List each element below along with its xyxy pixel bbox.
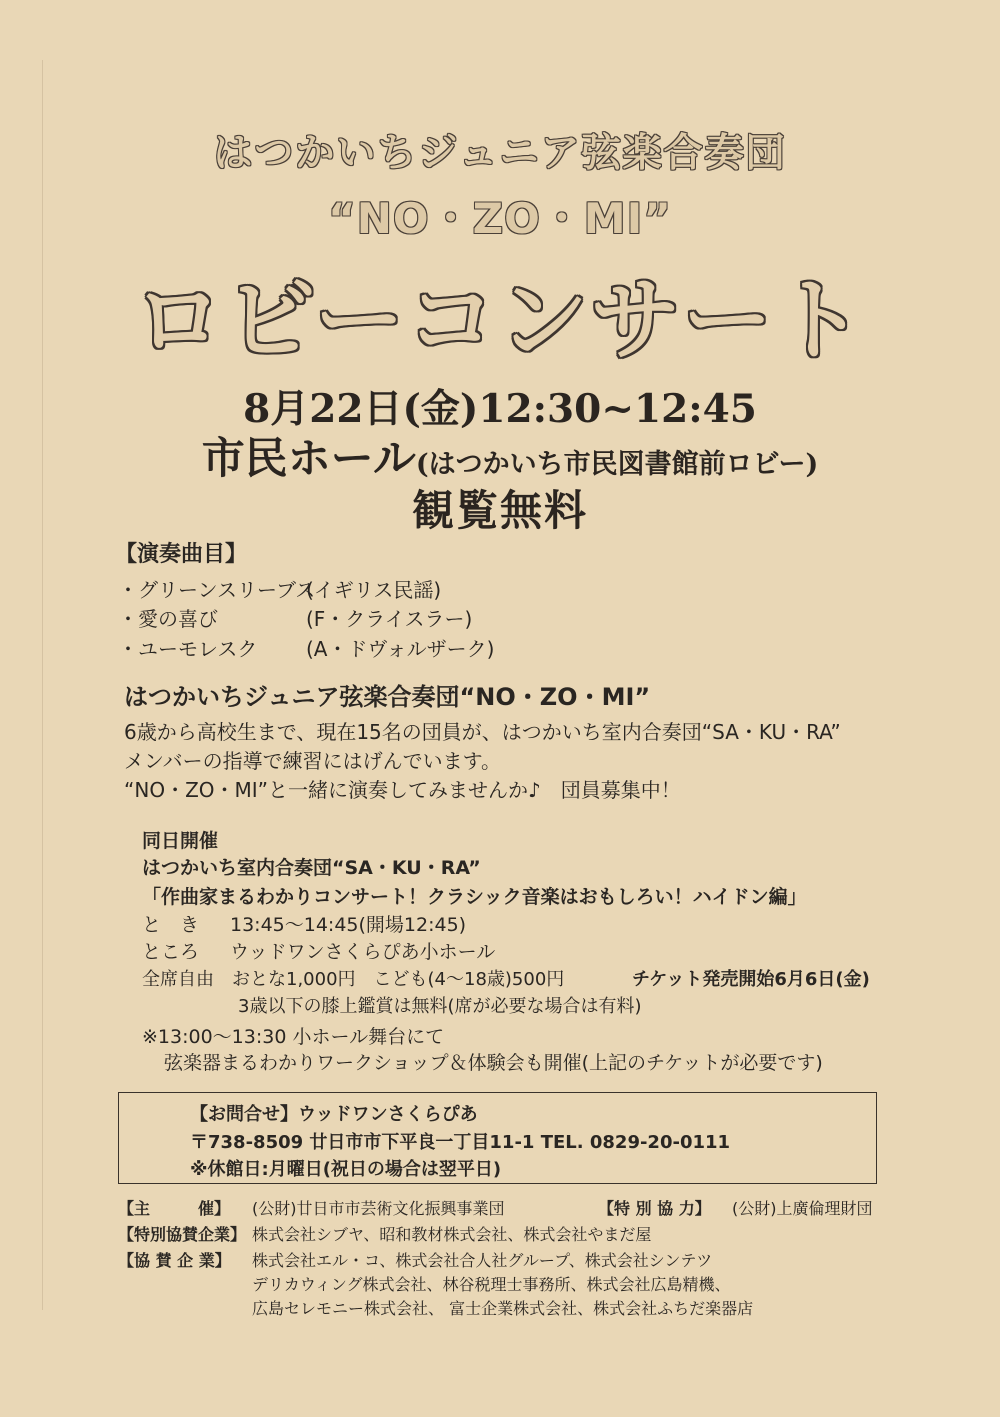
special-coop: (公財)上廣倫理財団 <box>732 1199 873 1218</box>
about-line: 6歳から高校生まで、現在15名の団員が、はつかいち室内合奏団“SA・KU・RA” <box>124 720 841 744</box>
about-line: メンバーの指導で練習にはげんでいます。 <box>124 749 501 773</box>
price-info: 全席自由 おとな1,000円 こども(4～18歳)500円 <box>142 969 565 990</box>
program-composer: (F・クライスラー) <box>306 607 473 631</box>
program-item: ・ユーモレスク <box>118 637 258 661</box>
sponsor-line: 広島セレモニー株式会社、 富士企業株式会社、株式会社ふちだ楽器店 <box>252 1299 754 1318</box>
special-sponsor-label: 【特別協賛企業】 <box>118 1225 247 1244</box>
admission-free: 観覧無料 <box>411 486 588 535</box>
program-composer: (イギリス民謡) <box>306 578 442 602</box>
sponsor-line: デリカウィング株式会社、林谷税理士事務所、株式会社広島精機、 <box>252 1275 731 1294</box>
event-date-time: 8月22日(金)12:30~12:45 <box>243 386 757 432</box>
workshop-note: ※13:00～13:30 小ホール舞台にて <box>142 1026 445 1048</box>
program-item: ・グリーンスリーブス <box>118 578 316 602</box>
special-sponsor: 株式会社シブヤ、昭和教材株式会社、株式会社やまだ屋 <box>252 1225 652 1244</box>
program-composer: (A・ドヴォルザーク) <box>306 637 495 661</box>
orchestra-name: はつかいちジュニア弦楽合奏団 <box>213 131 787 176</box>
ticket-sale-date: チケット発売開始6月6日(金) <box>632 969 870 990</box>
special-coop-label: 【特 別 協 力】 <box>598 1199 711 1218</box>
sponsor-label: 【協 賛 企 業】 <box>118 1251 231 1270</box>
same-day-heading: 同日開催 <box>142 830 219 852</box>
contact-address: 〒738-8509 廿日市市下平良一丁目11-1 TEL. 0829-20-0111 <box>190 1132 731 1153</box>
program-item: ・愛の喜び <box>118 607 218 631</box>
time-label: と き <box>142 914 200 936</box>
organizer: (公財)廿日市市芸術文化振興事業団 <box>252 1199 505 1218</box>
same-day-concert-title: 「作曲家まるわかりコンサート！クラシック音楽はおもしろい！ハイドン編」 <box>142 886 807 908</box>
organizer-label: 【主 催】 <box>118 1199 231 1218</box>
place-value: ウッドワンさくらぴあ小ホール <box>230 941 496 963</box>
closed-days: ※休館日:月曜日(祝日の場合は翌平日) <box>190 1159 502 1180</box>
event-venue <box>140 425 880 486</box>
about-line: “NO・ZO・MI”と一緒に演奏してみませんか♪ 団員募集中！ <box>124 778 681 802</box>
workshop-note-detail: 弦楽器まるわかりワークショップ＆体験会も開催(上記のチケットが必要です) <box>164 1052 823 1074</box>
time-value: 13:45～14:45(開場12:45) <box>230 914 467 936</box>
sponsor-line: 株式会社エル・コ、株式会社合人社グループ、株式会社シンテツ <box>252 1251 713 1270</box>
venue-detail: (はつかいち市民図書館前ロビー) <box>415 449 819 480</box>
place-label: ところ <box>142 941 200 963</box>
contact-heading: 【お問合せ】ウッドワンさくらぴあ <box>190 1104 478 1125</box>
same-day-ensemble: はつかいち室内合奏団“SA・KU・RA” <box>142 857 481 879</box>
program-heading: 【演奏曲目】 <box>115 542 248 567</box>
ensemble-nickname: “NO・ZO・MI” <box>328 194 672 243</box>
about-heading: はつかいちジュニア弦楽合奏団“NO・ZO・MI” <box>124 683 651 711</box>
infant-note: 3歳以下の膝上鑑賞は無料(席が必要な場合は有料) <box>238 996 642 1017</box>
venue-main: 市民ホール <box>201 434 416 484</box>
concert-title: ロビーコンサート <box>133 268 867 373</box>
